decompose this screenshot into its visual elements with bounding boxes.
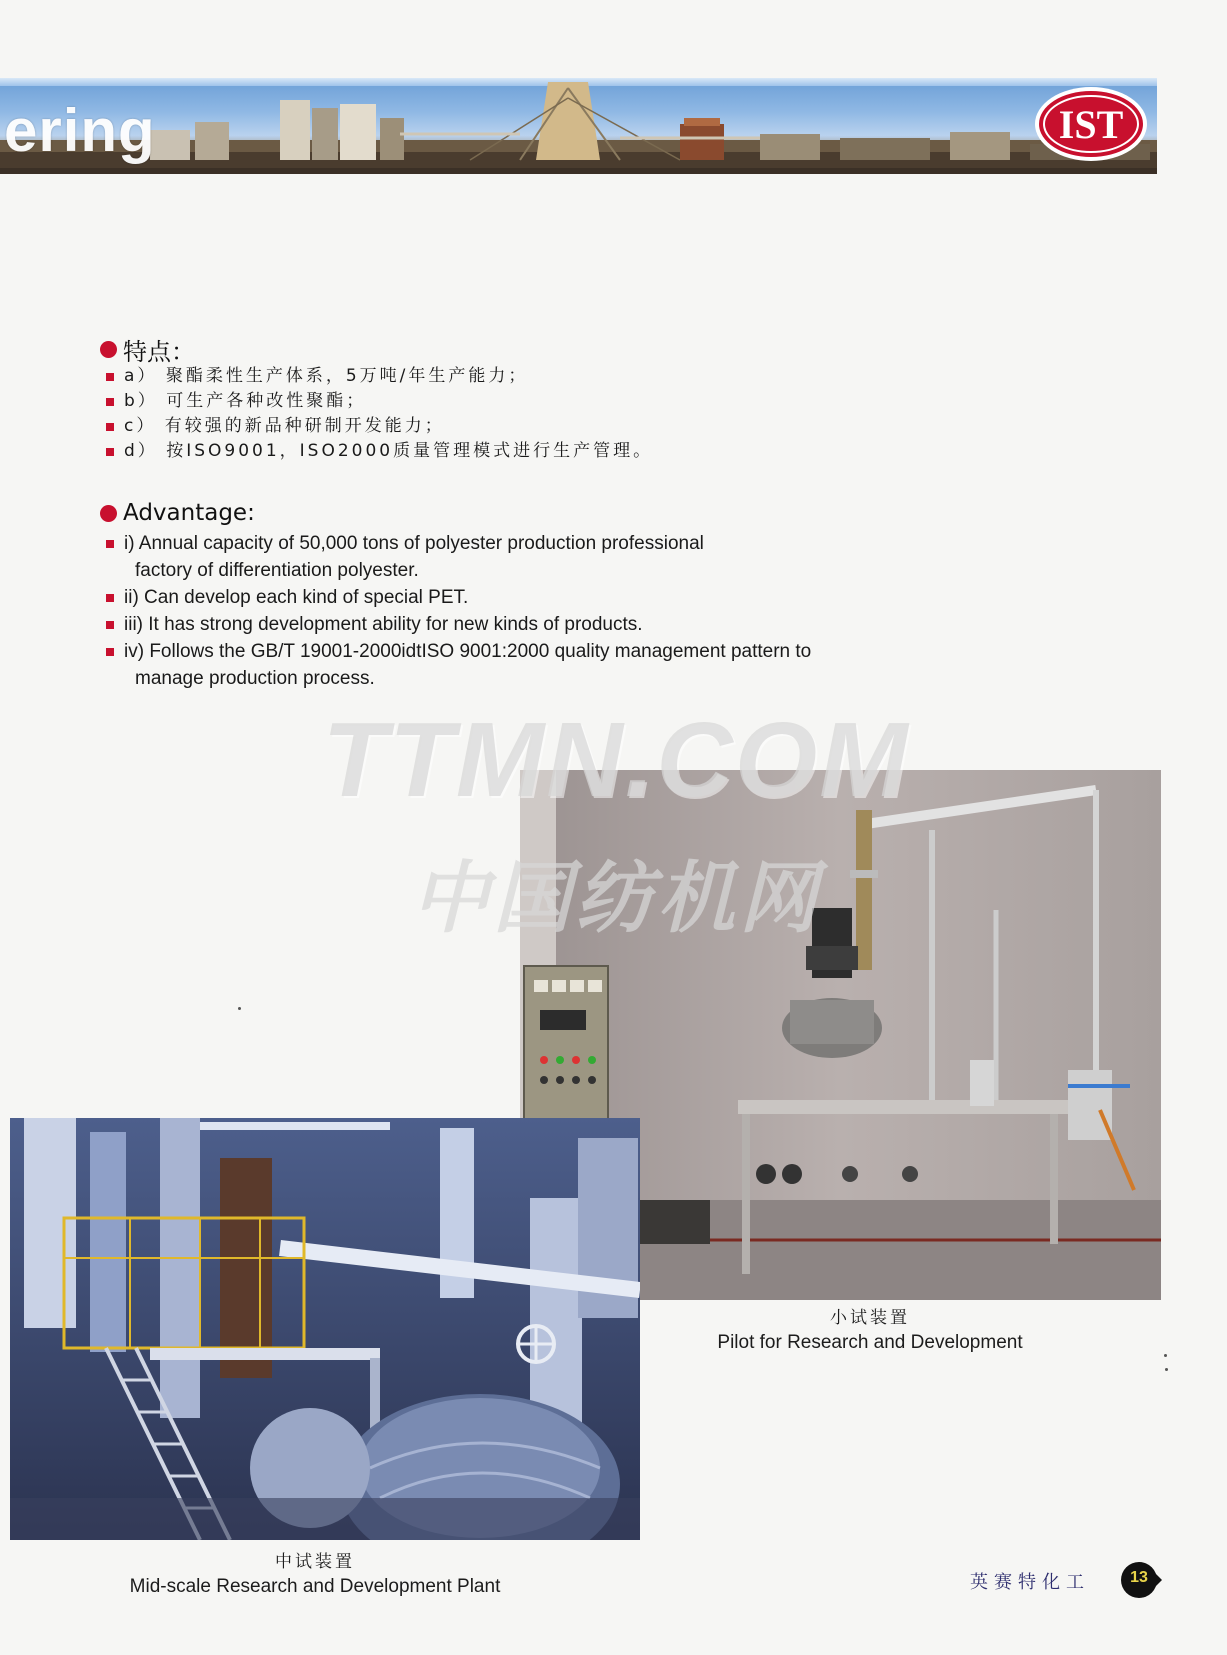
header-banner — [0, 78, 1157, 174]
features-heading-text: 特点： — [123, 338, 195, 366]
advantage-heading — [100, 500, 255, 526]
caption-en: Pilot for Research and Development — [717, 1332, 1023, 1353]
red-square-bullet-icon — [106, 448, 114, 456]
watermark-text-en: TTMN.COM — [322, 701, 910, 819]
scan-speck — [238, 1007, 241, 1010]
red-square-bullet-icon — [106, 594, 114, 602]
red-bullet-dot-icon — [100, 505, 117, 522]
scan-speck — [1164, 1354, 1167, 1357]
red-square-bullet-icon — [106, 398, 114, 406]
advantage-heading-text: Advantage: — [123, 500, 255, 526]
footer-company-name: 英赛特化工 — [970, 1572, 1090, 1593]
red-square-bullet-icon — [106, 621, 114, 629]
midscale-photo-caption — [90, 1550, 540, 1600]
list-item: b） 可生产各种改性聚酯； — [106, 389, 826, 414]
page-number: 13 — [1130, 1569, 1148, 1586]
banner-word: ering — [4, 97, 156, 164]
red-square-bullet-icon — [106, 423, 114, 431]
features-list — [106, 364, 826, 464]
list-item: c） 有较强的新品种研制开发能力； — [106, 414, 826, 439]
red-square-bullet-icon — [106, 648, 114, 656]
watermark-text-cn: 中国纺机网 — [410, 854, 821, 944]
red-bullet-dot-icon — [100, 341, 117, 358]
pilot-photo-caption — [690, 1306, 1050, 1356]
ist-logo — [1033, 84, 1149, 164]
list-item: ii) Can develop each kind of special PET. — [106, 584, 906, 611]
list-item: a） 聚酯柔性生产体系，5万吨/年生产能力； — [106, 364, 826, 389]
list-item: iii) It has strong development ability for new kinds of products. — [106, 611, 906, 638]
list-item: iv) Follows the GB/T 19001-2000idtISO 9001:2000 quality management pattern to manage production process. — [106, 638, 906, 692]
scan-speck — [1165, 1368, 1168, 1371]
caption-cn: 中试装置 — [275, 1552, 355, 1572]
caption-cn: 小试装置 — [830, 1308, 910, 1328]
features-heading — [100, 332, 195, 367]
industrial-skyline-image — [0, 78, 1157, 174]
logo-text: IST — [1058, 102, 1124, 147]
caption-en: Mid-scale Research and Development Plant — [129, 1576, 501, 1597]
list-item: i) Annual capacity of 50,000 tons of polyester production professional factory of differentiation polyester. — [106, 530, 906, 584]
red-square-bullet-icon — [106, 540, 114, 548]
red-square-bullet-icon — [106, 373, 114, 381]
advantage-list — [106, 530, 906, 692]
list-item: d） 按ISO9001，ISO2000质量管理模式进行生产管理。 — [106, 439, 826, 464]
banner-bottom-band — [0, 168, 1157, 174]
midscale-plant-photo — [10, 1118, 640, 1540]
